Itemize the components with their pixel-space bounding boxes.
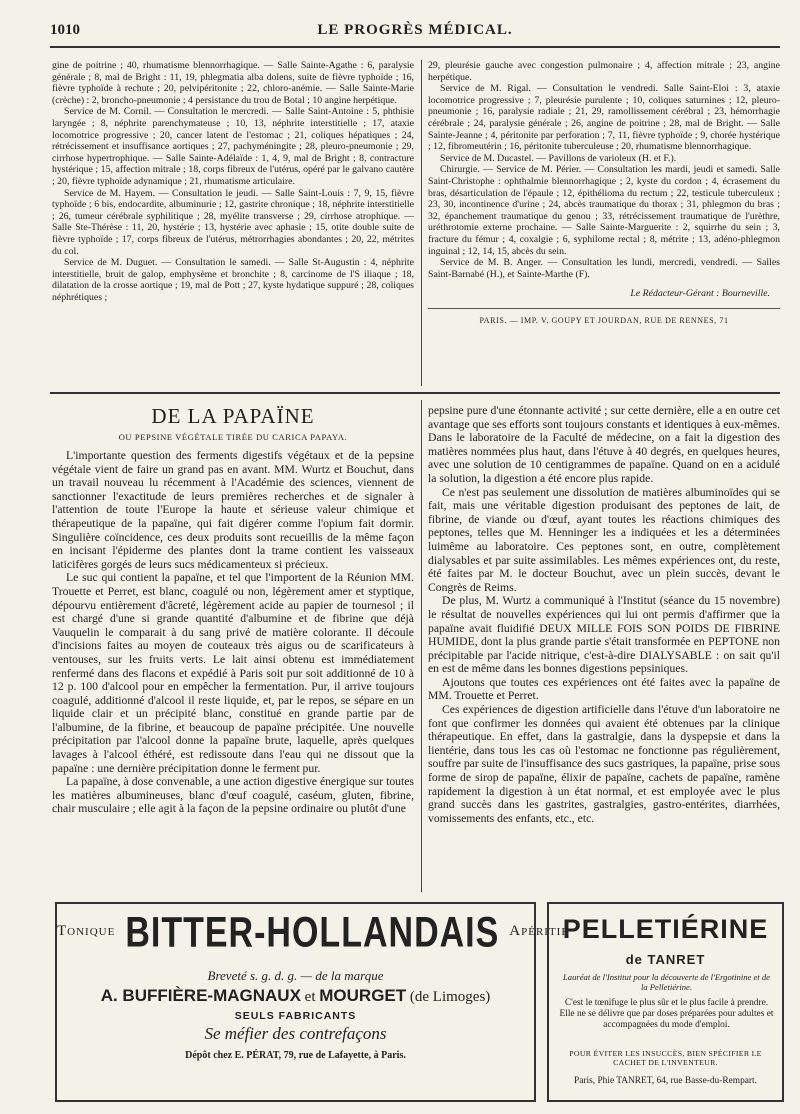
ad-address: Paris, Phie TANRET, 64, rue Basse-du-Rempart. xyxy=(574,1076,757,1086)
article-title: DE LA PAPAÏNE xyxy=(151,404,315,428)
column-divider xyxy=(421,400,422,892)
ad-warning: POUR ÉVITER LES INSUCCÈS, BIEN SPÉCIFIER LE CACHET DE L'INVENTEUR. xyxy=(569,1049,762,1067)
ad-tonique: Tonique xyxy=(57,923,116,939)
article-paragraph: Ces expériences de digestion artificielle dans l'étuve d'un laboratoire ne font que confirmer les données qui avaient été obtenues par la clinique thérapeutique. En effet, dans la gastralgie, dans la dyspepsie et dans la lientérie, dans tous les cas où l'estomac ne fonctionne pas régulièrement, souffre par suite de l'insuffisance des sucs gastriques, la papaïne, prise sous forme de sirop de papaïne, élixir de papaïne, cachets de papaïne, ramène rapidement la digestion à un état normal, et est employée avec le plus grand succès dans les gastrites, gastralgies, gastro-entérites, diarrhées, vomissements des enfants, etc., etc. xyxy=(428,703,780,825)
notes-paragraph: 29, pleurésie gauche avec congestion pulmonaire ; 4, affection mitrale ; 23, angine herpétique. xyxy=(428,60,780,83)
page-header xyxy=(50,20,780,48)
ad-aperitif: Apéritif xyxy=(509,923,569,939)
ad-brand: BITTER-HOLLANDAIS xyxy=(125,909,500,957)
ad-seuls: SEULS FABRICANTS xyxy=(234,1010,357,1022)
ad-product-name: PELLETIÉRINE xyxy=(562,914,769,944)
hospital-notes-left xyxy=(52,60,414,303)
ad-brevete: Breveté s. g. d. g. — de la marque xyxy=(207,968,384,983)
editor-signature: Le Rédacteur-Gérant : Bourneville. xyxy=(630,288,770,300)
ad-mefier: Se méfier des contrefaçons xyxy=(204,1024,387,1043)
article-column-left xyxy=(52,449,414,816)
ad-maker: de TANRET xyxy=(625,952,706,967)
notes-paragraph: Chirurgie. — Service de M. Périer. — Consultation les mardi, jeudi et samedi. Salle Saint-Christophe : ophthalmie blennorrhagique ; 2, kyste du cordon ; 4, écrasement du bras, désarticulation de l'épaule ; 12, épithélioma du rectum ; 22, testicule tuberculeux ; 23, 30, incontinence d'urine ; 24, abcès traumatique du thorax ; 31, phlegmon du bras ; 32, épanchement traumatique du genou ; 33, rétrécissement traumatique de l'urèthre, uréthrotomie externe prochaine. — Salle Sainte-Marguerite : 2, squirrhe du sein ; 3, fracture du fémur ; 4, coxalgie ; 6, syphilome rectal ; 8, métrite ; 13, adéno-phlegmon inguinal ; 12, 14, 15, abcès du sein. xyxy=(428,164,780,257)
journal-title: LE PROGRÈS MÉDICAL. xyxy=(317,22,513,38)
article-paragraph: L'importante question des ferments digestifs végétaux et de la pepsine végétale vient de faire un grand pas en avant. MM. Wurtz et Bouchut, dans un travail nouveau lu récemment à l'Académie des sciences, viennent de sanctionner l'exactitude de leurs premières recherches et de signaler à l'attention de toute l'Europe la haute et sérieuse valeur chimique et thérapeutique de la papaïne, qui fait digérer comme l'opium fait dormir. Singulière coïncidence, ces deux produits sont recueillis de la même façon en incisant l'épiderme des plantes dont la trame contient les vaisseaux laticifères gorgés de leurs sucs médicamenteux si précieux. xyxy=(52,449,414,571)
section-divider xyxy=(50,392,780,394)
article-paragraph: Ce n'est pas seulement une dissolution de matières albuminoïdes qui se fait, mais une véritable digestion produisant des peptones de lait, de fibrine, de viande ou d'œuf, ayant toutes les réactions chimiques des peptones, telles que M. Henninger les a indiquées et les a déterminées luimême au laboratoire. Ces peptones sont, en outre, complètement dialysables et par suite assimilables. Les mêmes expériences ont, du reste, été faites par M. le docteur Bouchut, avec un plein succès, devant le Congrès de Reims. xyxy=(428,485,780,594)
notes-paragraph: Service de M. Hayem. — Consultation le jeudi. — Salle Saint-Louis : 7, 9, 15, fièvre typhoïde ; 6 bis, endocardite, albuminurie ; 12, gastrite chronique ; 18, néphrite interstitielle ; 26, tumeur cérébrale syphilitique ; 28, myélite transverse ; 29, cirrhose atrophique. — Salle Ste-Thérèse : 11, 20, hystérie ; 13, hystérie avec aphasie ; 15, otite double suite de fièvre typhoïde ; 17, corps fibreux de l'utérus, métrorrhagies abondantes ; 20, 22, métrites du col. xyxy=(52,187,414,257)
page-number: 1010 xyxy=(50,22,80,38)
notes-paragraph: Service de M. Ducastel. — Pavillons de varioleux (H. et F.). xyxy=(440,152,677,164)
article-subtitle: OU PEPSINE VÉGÉTALE TIRÉE DU CARICA PAPAYA. xyxy=(118,432,348,442)
article-paragraph: Le suc qui contient la papaïne, et tel que l'importent de la Réunion MM. Trouette et Perret, est blanc, coagulé ou non, légèrement amer et styptique, dépourvu entièrement d'âcreté, légèrement acide au papier de tournesol ; il est chargé d'une si grande quantité d'albumine et de fibrine que déjà Vauquelin le comparait à du sang privé de matière colorante. Il découle d'incisions faites au moyen de couteaux très aigus ou de scarificateurs à ventouses, sur les fruits verts. Le lait ainsi obtenu est immédiatement renfermé dans des flacons et expédié à Paris soit pur soit additionné de 10 à 12 p. 100 d'alcool pour en empêcher la fermentation. Pur, il arrive toujours coagulé, additionné d'alcool il reste liquide, et, par le repos, se sépare en un liquide clair et un précipité blanc, constitué en grande partie par de l'albumine, de la fibrine, et beaucoup de papaïne précipitée. Une nouvelle précipitation par l'alcool donne la papaïne brute, laquelle, après quelques lavages à l'alcool éthéré, est redissoute dans l'eau qui ne dissout que la papaïne : une dernière précipitation donne le ferment pur. xyxy=(52,571,414,775)
ad-maker-a: A. BUFFIÈRE-MAGNAUX xyxy=(100,986,301,1005)
ad-maker-city: (de Limoges) xyxy=(409,989,491,1005)
ad-maker-b: MOURGET xyxy=(319,986,407,1005)
printer-imprint: PARIS. — IMP. V. GOUPY ET JOURDAN, RUE DE RENNES, 71 xyxy=(428,308,780,327)
pelletierine-ad xyxy=(547,902,784,1102)
column-divider xyxy=(421,60,422,386)
notes-paragraph: gine de poitrine ; 40, rhumatisme blennorrhagique. — Salle Sainte-Agathe : 6, paralysie générale ; 8, mal de Bright : 11, 19, phlegmatia alba dolens, suite de fièvre typhoïde ; 16, fièvre typhoïde à rechute ; 20, pelvipéritonite ; 22, chloro-anémie. — Salle Sainte-Marie (crèche) : 2, broncho-pneumonie ; 4 persistance du trou de Botal ; 10 angine herpétique. xyxy=(52,60,414,106)
ad-maker-et: et xyxy=(304,989,316,1005)
notes-paragraph: Service de M. Cornil. — Consultation le mercredi. — Salle Saint-Antoine : 5, phthisie laryngée ; 8, néphrite parenchymateuse ; 10, 13, néphrite interstitielle ; 17, ataxie locomotrice progressive ; 20, cancer latent de l'estomac ; 21, coliques hépatiques ; 24, rétrécissement et insuffisance aortiques ; 27, pachyméningite ; 28, pleuro-pneumonie ; 29, cirrhose hypertrophique. — Salle Sainte-Adélaïde : 1, 4, 9, mal de Bright ; 8, contracture hystérique ; 15, affection mitrale ; 18, corps fibreux de l'utérus, opéré par le galvano cautère ; 20, fièvre typhoïde adynamique ; 21, rhumatisme articulaire. xyxy=(52,106,414,187)
notes-paragraph: Service de M. Rigal. — Consultation le vendredi. Salle Saint-Eloi : 3, ataxie locomotrice progressive ; 7, pleurésie purulente ; 10, coliques saturnines ; 12, pleuro-pneumonie ; 16, paralysie radiale ; 21, 29, ramollissement cérébral ; 23, hémorrhagie cérébrale ; 24, paralysie générale ; 26, angine de poitrine ; 28, mal de Bright. — Salle Sainte-Jeanne ; 4, péritonite par perforation ; 7, 11, fièvre typhoïde ; 9, chorée hystérique ; 12, fibromeutérin ; 16, péritonite tuberculeuse ; 20, rhumatisme blennorrhagique. xyxy=(428,83,780,153)
ad-body: C'est le tœnifuge le plus sûr et le plus facile à prendre. Elle ne se délivre que par doses préparées pour adultes et accompagnées du mode d'emploi. xyxy=(559,998,774,1030)
article-paragraph: Ajoutons que toutes ces expériences ont été faites avec la papaïne de MM. Trouette et Perret. xyxy=(428,675,780,703)
notes-paragraph: Service de M. Duguet. — Consultation le samedi. — Salle St-Augustin : 4, néphrite interstitielle, bruit de galop, emphysème et bronchite ; 8, carcinome de l'S iliaque ; 18, dilatation de la crosse aortique ; 19, mal de Pott ; 27, kyste hydatique suppuré ; 28, coliques néphrétiques ; xyxy=(52,257,414,303)
article-paragraph: pepsine pure d'une étonnante activité ; sur cette dernière, elle a en outre cet avantage que ses efforts sont toujours constants et identiques à eux-mêmes. Dans le laboratoire de la Faculté de médecine, on a fait la digestion des matières nommées plus haut, dans l'étuve à 40 degrés, en quelques heures, avec une solution de 10 centigrammes de papaïne. Quand on en a acidulé la solution, la digestion a été encore plus rapide. xyxy=(428,404,780,485)
bitter-hollandais-ad xyxy=(55,902,569,1102)
article-column-right xyxy=(428,404,780,825)
article-paragraph: De plus, M. Wurtz a communiqué à l'Institut (séance du 15 novembre) le résultat de nouvelles expériences qui lui ont permis d'affirmer que la papaïne avait fluidifié DEUX MILLE FOIS SON POIDS DE FIBRINE HUMIDE, dont la plus grande partie s'était transformée en PEPTONE non précipitable par l'acide nitrique, c'est-à-dire DIALYSABLE : on sait qu'il en est de même dans les bonnes digestions pepsiniques. xyxy=(428,594,780,676)
notes-paragraph: Service de M. B. Anger. — Consultation les lundi, mercredi, vendredi. — Salles Saint-Barnabé (H.), et Sainte-Marthe (F). xyxy=(428,257,780,280)
ad-laureat: Lauréat de l'Institut pour la découverte de l'Ergotinine et de la Pelletiérine. xyxy=(563,972,770,992)
article-paragraph: La papaïne, à dose convenable, a une action digestive énergique sur toutes les matières albumineuses, blanc d'œuf coagulé, caséum, gluten, fibrine, chair musculaire ; elle agit à la façon de la pepsine ordinaire ou plutôt d'une xyxy=(52,775,414,816)
ad-depot: Dépôt chez E. PÉRAT, 79, rue de Lafayette, à Paris. xyxy=(185,1050,406,1061)
hospital-notes-right xyxy=(428,60,780,326)
